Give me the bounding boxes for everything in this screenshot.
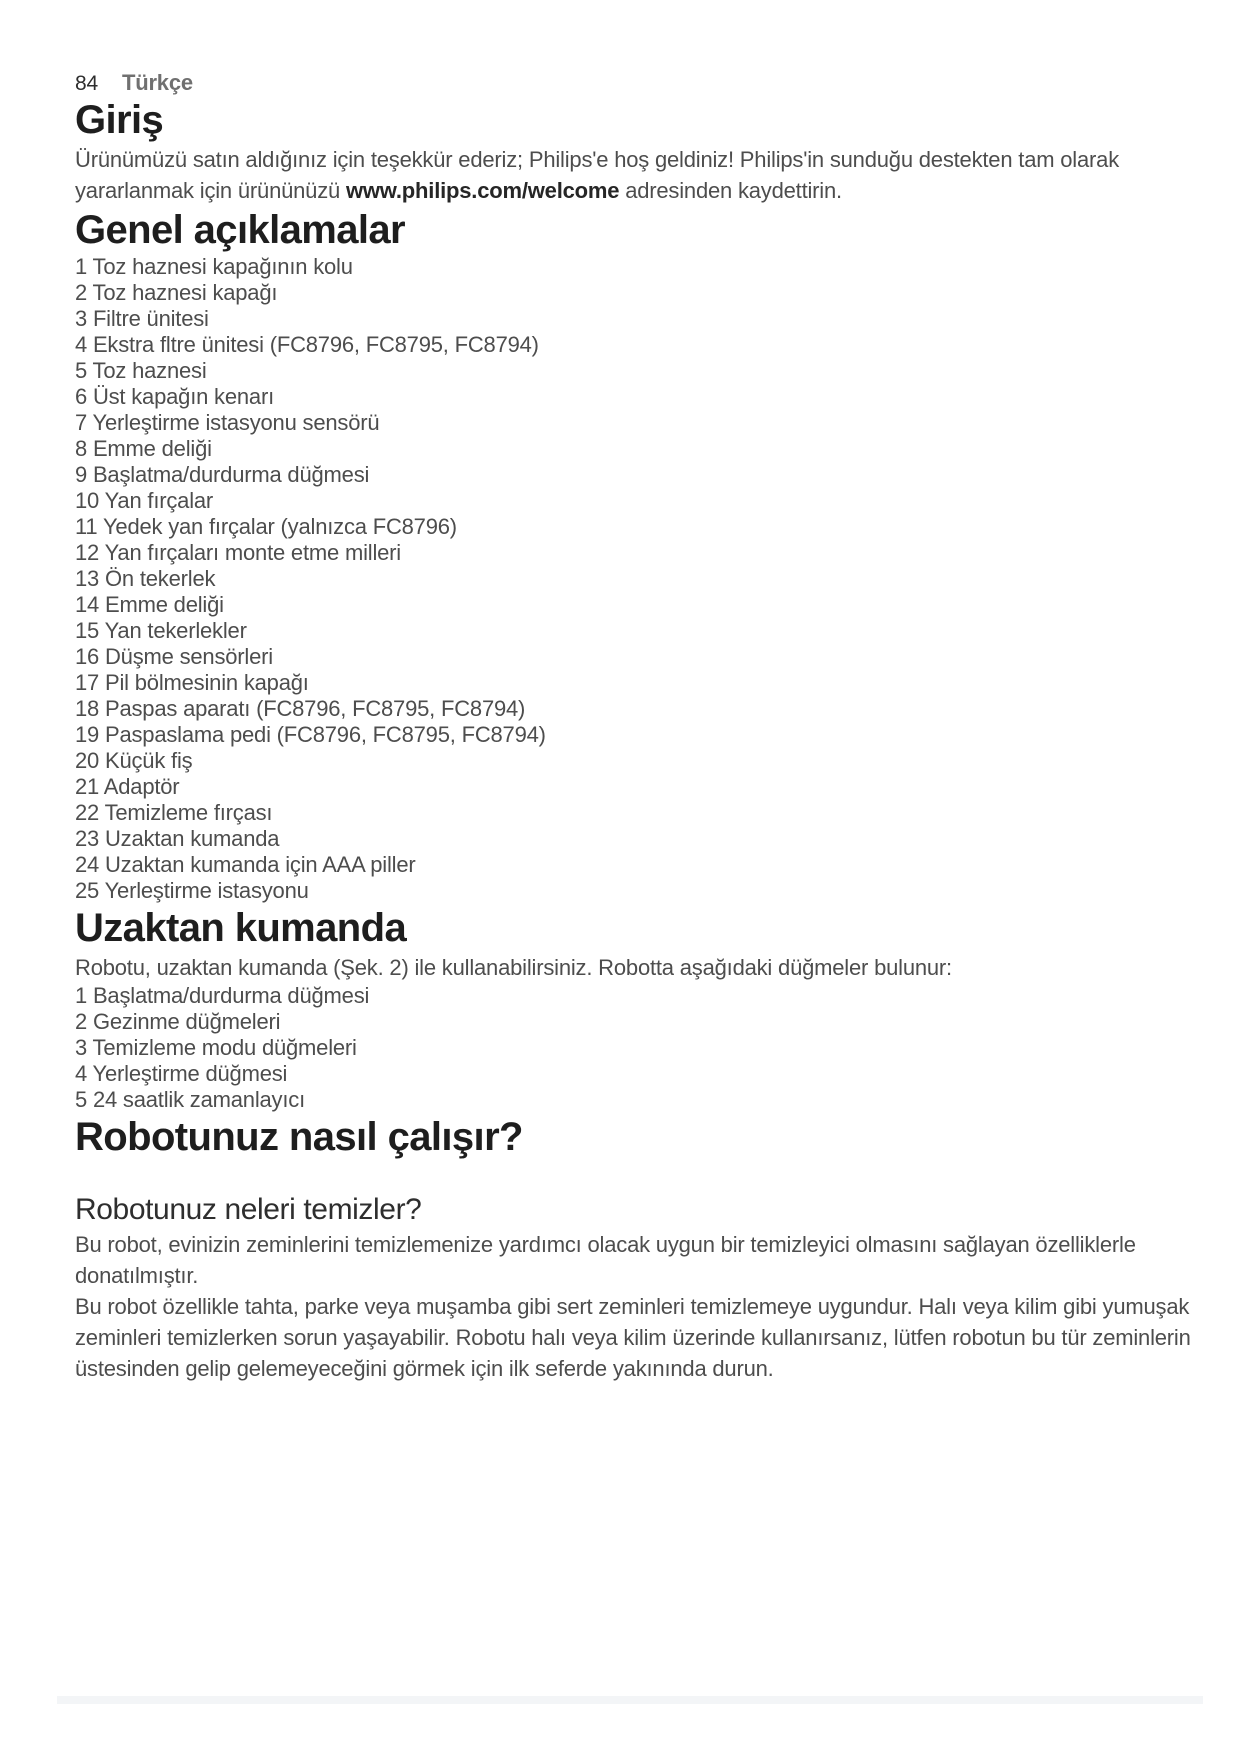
section-title-uzaktan-kumanda: Uzaktan kumanda: [75, 906, 407, 950]
parts-list-item: 6 Üst kapağın kenarı: [75, 384, 275, 409]
page-number: 84: [75, 72, 98, 95]
page-content: [75, 0, 1205, 1384]
remote-list-item: 4 Yerleştirme düğmesi: [75, 1061, 288, 1086]
subsection-title-neleri-temizler: Robotunuz neleri temizler?: [75, 1193, 422, 1226]
parts-list-item: 15 Yan tekerlekler: [75, 618, 247, 643]
parts-list-item: 7 Yerleştirme istasyonu sensörü: [75, 410, 380, 435]
parts-list-item: 14 Emme deliği: [75, 592, 224, 617]
parts-list-item: 10 Yan fırçalar: [75, 488, 214, 513]
parts-list-item: 24 Uzaktan kumanda için AAA piller: [75, 852, 416, 877]
parts-list-item: 9 Başlatma/durdurma düğmesi: [75, 462, 370, 487]
parts-list-item: 1 Toz haznesi kapağının kolu: [75, 254, 353, 279]
remote-buttons-list: [75, 983, 1205, 1113]
language-label: Türkçe: [121, 70, 193, 95]
section-title-nasil-calisir: Robotunuz nasıl çalışır?: [75, 1115, 523, 1159]
footer-divider-bar: [57, 1696, 1203, 1704]
parts-list-item: 17 Pil bölmesinin kapağı: [75, 670, 309, 695]
remote-list-item: 5 24 saatlik zamanlayıcı: [75, 1087, 305, 1112]
parts-list-item: 21 Adaptör: [75, 774, 180, 799]
intro-text-after: adresinden kaydettirin.: [619, 178, 842, 203]
section-title-genel-aciklamalar: Genel açıklamalar: [75, 208, 406, 252]
intro-text-before: Ürünümüzü satın aldığınız için teşekkür ederiz; Philips'e hoş geldiniz! Philips'in sunduğu destekten tam olarak yararlanmak için ürününüzü: [75, 147, 1119, 203]
parts-list-item: 8 Emme deliği: [75, 436, 212, 461]
parts-list-item: 13 Ön tekerlek: [75, 566, 216, 591]
parts-list-item: 23 Uzaktan kumanda: [75, 826, 280, 851]
parts-list-item: 22 Temizleme fırçası: [75, 800, 273, 825]
welcome-url: www.philips.com/welcome: [345, 178, 620, 203]
parts-list-item: 11 Yedek yan fırçalar (yalnızca FC8796): [75, 514, 457, 539]
parts-list-item: 19 Paspaslama pedi (FC8796, FC8795, FC8794): [75, 722, 546, 747]
remote-list-item: 3 Temizleme modu düğmeleri: [75, 1035, 357, 1060]
remote-list-item: 2 Gezinme düğmeleri: [75, 1009, 281, 1034]
parts-list-item: 2 Toz haznesi kapağı: [75, 280, 278, 305]
parts-list: [75, 254, 1205, 904]
parts-list-item: 16 Düşme sensörleri: [75, 644, 273, 669]
what-cleans-paragraph-1: Bu robot, evinizin zeminlerini temizlemenize yardımcı olacak uygun bir temizleyici olmasını sağlayan özelliklerle donatılmıştır.: [75, 1232, 1136, 1288]
parts-list-item: 5 Toz haznesi: [75, 358, 207, 383]
parts-list-item: 3 Filtre ünitesi: [75, 306, 209, 331]
parts-list-item: 18 Paspas aparatı (FC8796, FC8795, FC8794): [75, 696, 526, 721]
what-cleans-paragraph-2: Bu robot özellikle tahta, parke veya muşamba gibi sert zeminleri temizlemeye uygundur. Halı veya kilim gibi yumuşak zeminleri temizlerken sorun yaşayabilir. Robotu halı veya kilim üzerinde kullanırsanız, lütfen robotun bu tür zeminlerin üstesinden gelip gelemeyeceğini görmek için ilk seferde yakınında durun.: [75, 1294, 1191, 1381]
parts-list-item: 4 Ekstra fltre ünitesi (FC8796, FC8795, FC8794): [75, 332, 539, 357]
section-title-giris: Giriş: [75, 98, 164, 142]
parts-list-item: 25 Yerleştirme istasyonu: [75, 878, 309, 903]
remote-intro-paragraph: Robotu, uzaktan kumanda (Şek. 2) ile kullanabilirsiniz. Robotta aşağıdaki düğmeler bulunur:: [75, 955, 952, 980]
parts-list-item: 20 Küçük fiş: [75, 748, 193, 773]
page-header: [75, 70, 1205, 96]
parts-list-item: 12 Yan fırçaları monte etme milleri: [75, 540, 401, 565]
remote-list-item: 1 Başlatma/durdurma düğmesi: [75, 983, 370, 1008]
intro-paragraph: [75, 144, 1205, 206]
